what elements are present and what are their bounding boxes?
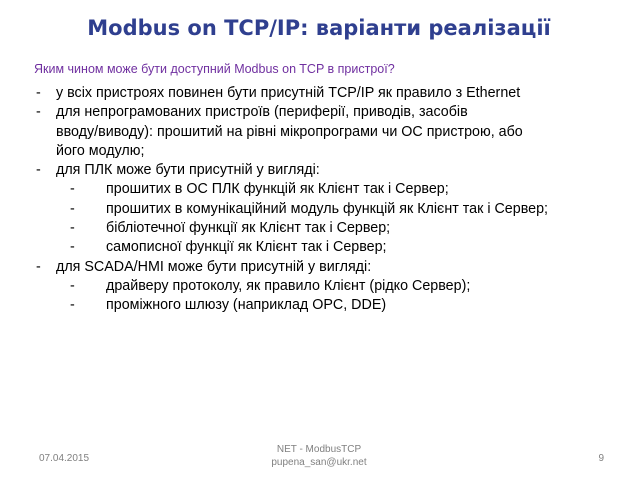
bullet-item — [30, 296, 610, 315]
footer-email: pupena_san@ukr.net — [271, 457, 367, 468]
bullet-item — [30, 238, 610, 257]
bullet-text-line: проміжного шлюзу (наприклад OPC, DDE) — [106, 297, 387, 314]
footer-date: 07.04.2015 — [39, 453, 90, 464]
bullet-item — [30, 103, 610, 161]
bullet-text-line: бібліотечної функції як Клієнт так і Сервер; — [106, 220, 391, 237]
bullet-text-line: драйверу протоколу, як правило Клієнт (рідко Сервер); — [106, 277, 471, 294]
bullet-text-line: для SCADA/HMI може бути присутній у вигляді: — [56, 258, 372, 275]
bullet-item — [30, 219, 610, 238]
slide-title: Modbus on TCP/IP: варіанти реалізації — [87, 16, 551, 40]
bullet-marker: - — [36, 85, 41, 101]
page-number: 9 — [598, 453, 604, 464]
bullet-text-line: у всіх пристроях повинен бути присутній TCP/IP як правило з Ethernet — [56, 85, 521, 101]
bullet-marker: - — [70, 220, 75, 237]
bullet-marker: - — [36, 258, 41, 275]
bullet-marker: - — [70, 297, 75, 314]
bullet-text-line: для непрограмованих пристроїв (периферії, приводів, засобів — [56, 104, 468, 121]
footer-center — [219, 443, 419, 469]
bullet-marker: - — [36, 162, 41, 179]
bullet-item — [30, 277, 610, 296]
bullet-list — [30, 84, 610, 316]
bullet-text-line: прошитих в ОС ПЛК функцій як Клієнт так і Сервер; — [106, 181, 449, 198]
bullet-marker: - — [36, 104, 41, 121]
bullet-marker: - — [70, 181, 75, 198]
bullet-item — [30, 200, 610, 219]
bullet-item — [30, 84, 610, 103]
bullet-text-line: для ПЛК може бути присутній у вигляді: — [56, 162, 320, 179]
bullet-item — [30, 161, 610, 180]
bullet-text-line: його модулю; — [56, 142, 145, 159]
bullet-item — [30, 258, 610, 277]
bullet-text-line: вводу/виводу): прошитий на рівні мікропрограми чи ОС пристрою, або — [56, 123, 523, 140]
bullet-item — [30, 180, 610, 199]
bullet-marker: - — [70, 200, 75, 217]
footer-course: NET - ModbusTCP — [276, 444, 362, 455]
bullet-marker: - — [70, 277, 75, 294]
bullet-text-line: прошитих в комунікаційний модуль функцій як Клієнт так і Сервер; — [106, 200, 549, 217]
slide-subtitle: Яким чином може бути доступний Modbus on TCP в пристрої? — [34, 62, 395, 76]
bullet-marker: - — [70, 239, 75, 256]
bullet-text-line: самописної функції як Клієнт так і Сервер; — [106, 239, 387, 256]
